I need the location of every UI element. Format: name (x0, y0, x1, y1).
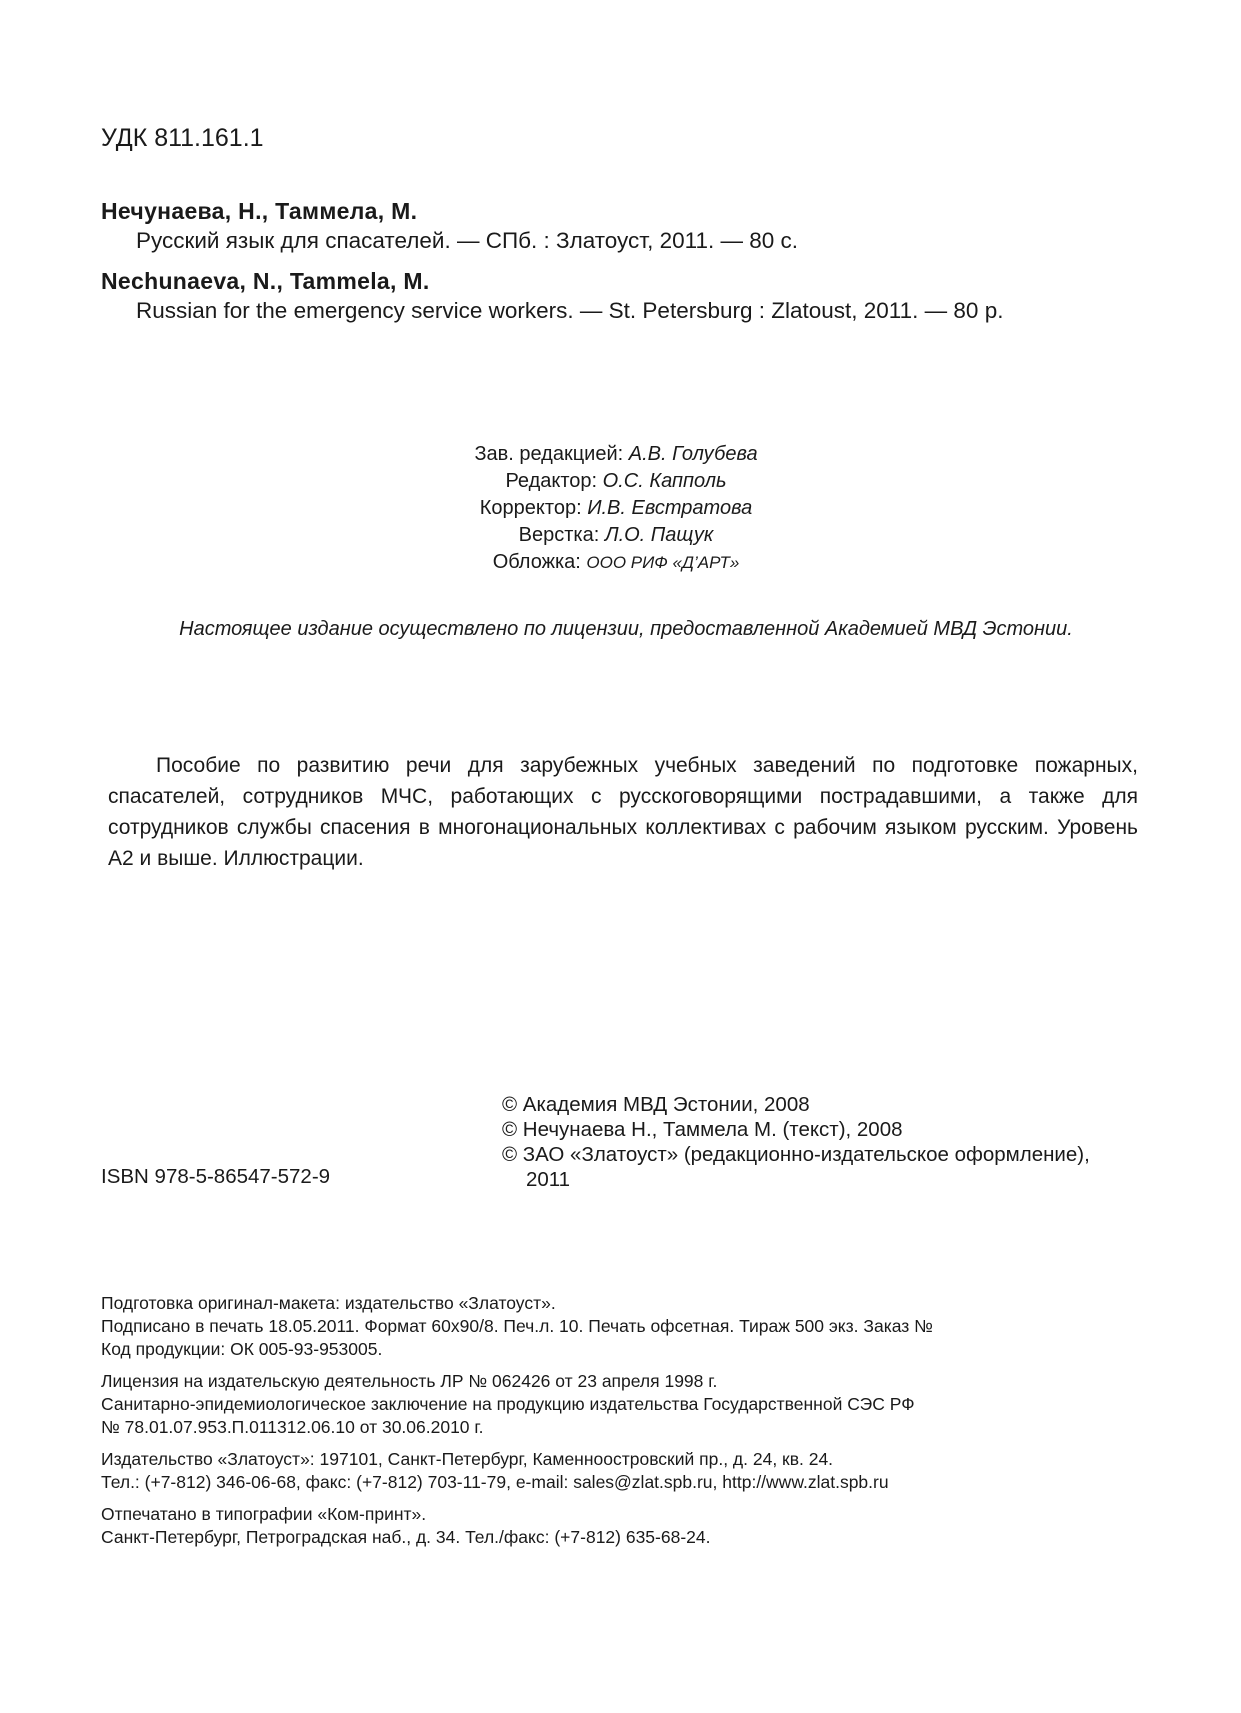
copyright-line-continuation: 2011 (526, 1168, 571, 1191)
credit-line (300, 495, 932, 522)
credits-block (300, 441, 932, 576)
imprint-block (101, 1292, 1101, 1558)
isbn: ISBN 978-5-86547-572-9 (101, 1165, 331, 1188)
credit-name: Л.О. Пащук (604, 524, 714, 546)
credit-name: О.С. Капполь (602, 470, 727, 492)
credit-role: Верстка: (518, 524, 600, 546)
credit-line (300, 441, 932, 468)
imprint-license-info (101, 1370, 1101, 1439)
imprint-line: Издательство «Златоуст»: 197101, Санкт-Петербург, Каменноостровский пр., д. 24, кв. 24. (101, 1449, 834, 1469)
copyright-line: © ЗАО «Златоуст» (редакционно-издательское оформление), (502, 1143, 1090, 1166)
imprint-publisher-info (101, 1448, 1101, 1494)
copyright-line: © Академия МВД Эстонии, 2008 (502, 1093, 810, 1116)
credit-role: Зав. редакцией: (474, 443, 624, 465)
imprint-line: Санкт-Петербург, Петроградская наб., д. 34. Тел./факс: (+7-812) 635-68-24. (101, 1527, 711, 1547)
credit-name: И.В. Евстратова (587, 497, 753, 519)
credit-line (300, 468, 932, 495)
annotation: Пособие по развитию речи для зарубежных учебных заведений по подготовке пожарных, спасателей, сотрудников МЧС, работающих с русскоговорящими пострадавшими, а также для сотрудников службы спасения в многонациональных коллективах с рабочим языком русским. Уровень А2 и выше. Иллюстрации. (108, 754, 1138, 870)
credit-name: А.В. Голубева (628, 443, 758, 465)
imprint-line: Код продукции: ОК 005-93-953005. (101, 1339, 383, 1359)
authors-russian: Нечунаева, Н., Таммела, М. (101, 198, 418, 224)
imprint-line: Подготовка оригинал-макета: издательство «Златоуст». (101, 1293, 556, 1313)
bibliography-entry-english (101, 266, 1151, 326)
credit-line (300, 522, 932, 549)
imprint-line: Лицензия на издательскую деятельность ЛР № 062426 от 23 апреля 1998 г. (101, 1371, 718, 1391)
title-english: Russian for the emergency service workers. — St. Petersburg : Zlatoust, 2011. — 80 p. (136, 298, 1004, 323)
credit-role: Корректор: (479, 497, 582, 519)
authors-english: Nechunaeva, N., Tammela, M. (101, 268, 430, 294)
copyright-block (502, 1092, 1090, 1192)
license-note: Настоящее издание осуществлено по лицензии, предоставленной Академией МВД Эстонии. (179, 618, 1073, 640)
title-russian: Русский язык для спасателей. — СПб. : Златоуст, 2011. — 80 с. (136, 228, 799, 253)
imprint-line: Отпечатано в типографии «Ком-принт». (101, 1504, 427, 1524)
imprint-printer-info (101, 1503, 1101, 1549)
imprint-line: № 78.01.07.953.П.011312.06.10 от 30.06.2010 г. (101, 1417, 484, 1437)
imprint-line: Подписано в печать 18.05.2011. Формат 60х90/8. Печ.л. 10. Печать офсетная. Тираж 500 экз. Заказ № (101, 1316, 933, 1336)
bibliography-entry-russian (101, 196, 1151, 256)
credit-line (300, 549, 932, 576)
credit-role: Редактор: (505, 470, 598, 492)
udk-code: УДК 811.161.1 (101, 124, 264, 152)
credit-name: ООО РИФ «Д’АРТ» (586, 553, 740, 572)
copyright-line: © Нечунаева Н., Таммела М. (текст), 2008 (502, 1118, 903, 1141)
credit-role: Обложка: (492, 551, 581, 573)
imprint-line: Санитарно-эпидемиологическое заключение на продукцию издательства Государственной СЭС РФ (101, 1394, 915, 1414)
imprint-print-info (101, 1292, 1101, 1361)
imprint-line: Тел.: (+7-812) 346-06-68, факс: (+7-812) 703-11-79, e-mail: sales@zlat.spb.ru, http://www.zlat.spb.ru (101, 1472, 889, 1492)
